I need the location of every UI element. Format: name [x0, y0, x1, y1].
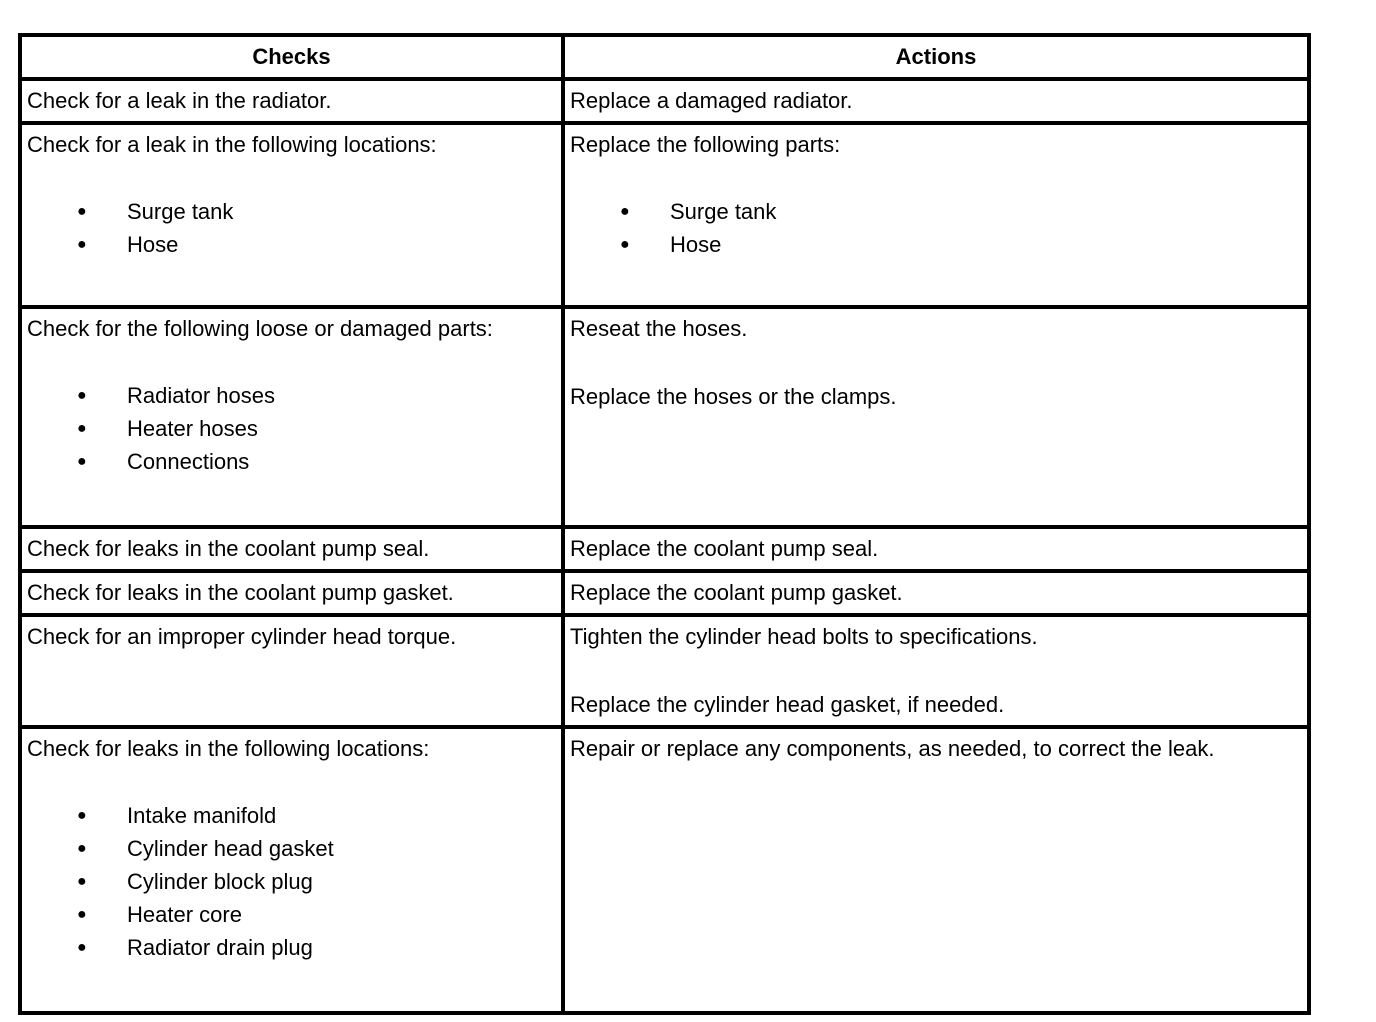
- spacer: [27, 161, 556, 195]
- list-item: ● Radiator drain plug: [27, 931, 556, 964]
- check-text: Check for leaks in the coolant pump gasket.: [27, 580, 454, 605]
- actions-header: Actions: [563, 35, 1309, 79]
- checks-header: Checks: [20, 35, 563, 79]
- check-cell: [20, 727, 563, 1013]
- check-cell: [20, 123, 563, 307]
- list-item: ● Intake manifold: [27, 799, 556, 832]
- list-item: ● Connections: [27, 445, 556, 478]
- check-list: [27, 195, 556, 261]
- check-text: Check for leaks in the coolant pump seal.: [27, 536, 430, 561]
- action-text: Replace the following parts:: [570, 132, 841, 157]
- list-item: ● Cylinder head gasket: [27, 832, 556, 865]
- action-text: Tighten the cylinder head bolts to specifications.: [570, 624, 1038, 649]
- check-list: [27, 799, 556, 964]
- spacer: [27, 345, 556, 379]
- action-cell: [563, 527, 1309, 571]
- list-item: ● Hose: [570, 228, 1302, 261]
- action-text: Replace the hoses or the clamps.: [570, 384, 897, 409]
- action-text: Replace the coolant pump seal.: [570, 536, 879, 561]
- table-row: [20, 527, 1309, 571]
- checks-actions-table: [18, 33, 1311, 1015]
- check-cell: [20, 307, 563, 527]
- list-item: ● Heater core: [27, 898, 556, 931]
- action-cell: [563, 123, 1309, 307]
- list-item: ● Heater hoses: [27, 412, 556, 445]
- action-cell: [563, 307, 1309, 527]
- document: [18, 33, 1307, 1015]
- list-item: ● Surge tank: [27, 195, 556, 228]
- check-cell: [20, 79, 563, 123]
- action-text: Replace the cylinder head gasket, if needed.: [570, 692, 1005, 717]
- check-cell: [20, 527, 563, 571]
- list-item: ● Cylinder block plug: [27, 865, 556, 898]
- action-text: Reseat the hoses.: [570, 316, 748, 341]
- table-row: [20, 727, 1309, 1013]
- list-item: ● Hose: [27, 228, 556, 261]
- table-row: [20, 123, 1309, 307]
- check-cell: [20, 571, 563, 615]
- list-item: ● Radiator hoses: [27, 379, 556, 412]
- action-text: Replace a damaged radiator.: [570, 88, 853, 113]
- action-cell: [563, 571, 1309, 615]
- check-text: Check for leaks in the following locations:: [27, 736, 430, 761]
- check-text: Check for the following loose or damaged parts:: [27, 316, 493, 341]
- table-row: [20, 79, 1309, 123]
- table-row: [20, 615, 1309, 727]
- check-text: Check for an improper cylinder head torque.: [27, 624, 457, 649]
- action-text: Repair or replace any components, as needed, to correct the leak.: [570, 736, 1215, 761]
- table-row: [20, 307, 1309, 527]
- action-cell: [563, 727, 1309, 1013]
- check-text: Check for a leak in the radiator.: [27, 88, 332, 113]
- action-text: Replace the coolant pump gasket.: [570, 580, 903, 605]
- action-cell: [563, 79, 1309, 123]
- spacer: [570, 161, 1302, 195]
- list-item: ● Surge tank: [570, 195, 1302, 228]
- table-body: [20, 79, 1309, 1013]
- check-list: [27, 379, 556, 478]
- action-cell: [563, 615, 1309, 727]
- table-row: [20, 571, 1309, 615]
- action-list: [570, 195, 1302, 261]
- header-row: [20, 35, 1309, 79]
- check-text: Check for a leak in the following locations:: [27, 132, 437, 157]
- check-cell: [20, 615, 563, 727]
- spacer: [27, 765, 556, 799]
